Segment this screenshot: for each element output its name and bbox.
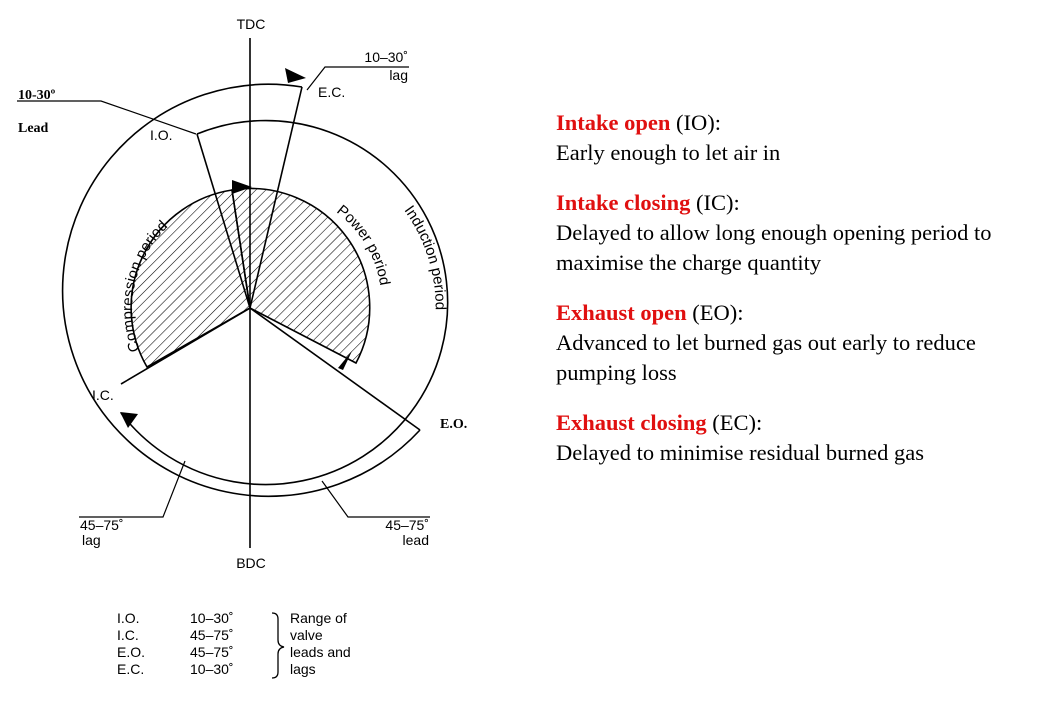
- note-abbr: (EC):: [706, 410, 763, 435]
- eo-label: E.O.: [440, 417, 468, 432]
- ec-label: E.C.: [318, 84, 346, 100]
- note-title: [556, 188, 1026, 218]
- legend-value: 10–30˚: [190, 610, 234, 626]
- note-key: Intake closing: [556, 190, 691, 215]
- eo-range-label: 45–75˚: [385, 517, 429, 533]
- valve-event-notes: [556, 108, 1026, 488]
- legend-note: valve: [290, 627, 323, 643]
- compression-sector: [131, 190, 250, 367]
- io-label: I.O.: [150, 127, 173, 143]
- note-exhaust-open: [556, 298, 1026, 388]
- eo-lead-label: lead: [402, 532, 429, 548]
- legend-brace: [272, 613, 284, 678]
- legend-note: lags: [290, 661, 316, 677]
- note-desc: Delayed to minimise residual burned gas: [556, 440, 925, 465]
- ec-lag-label: lag: [389, 67, 408, 83]
- legend-label: E.O.: [117, 644, 146, 660]
- note-title: [556, 108, 1026, 138]
- note-exhaust-closing: [556, 408, 1026, 468]
- ic-lag-label: lag: [82, 532, 101, 548]
- ic-label: I.C.: [92, 387, 114, 403]
- note-intake-open: [556, 108, 1026, 168]
- note-abbr: (IO):: [670, 110, 722, 135]
- note-title: [556, 298, 1026, 328]
- note-key: Exhaust open: [556, 300, 687, 325]
- induction-period-label: Induction period: [400, 202, 449, 311]
- legend-label: E.C.: [117, 661, 145, 677]
- ic-leader: [79, 461, 185, 517]
- note-abbr: (IC):: [690, 190, 740, 215]
- note-title: [556, 408, 1026, 438]
- tdc-label: TDC: [236, 16, 266, 32]
- ic-range-label: 45–75˚: [80, 517, 124, 533]
- ec-range-label: 10–30˚: [364, 49, 408, 65]
- note-key: Exhaust closing: [556, 410, 707, 435]
- legend-label: I.C.: [117, 627, 139, 643]
- legend-label: I.O.: [117, 610, 140, 626]
- ic-arrowhead: [120, 412, 138, 428]
- io-lead-label: Lead: [18, 121, 49, 136]
- note-desc: Early enough to let air in: [556, 140, 781, 165]
- ec-arrowhead: [285, 68, 306, 83]
- note-key: Intake open: [556, 110, 671, 135]
- legend-note: Range of: [290, 610, 347, 626]
- note-desc: Advanced to let burned gas out early to reduce pumping loss: [556, 330, 976, 385]
- note-desc: Delayed to allow long enough opening period to maximise the charge quantity: [556, 220, 992, 275]
- note-abbr: (EO):: [686, 300, 744, 325]
- legend-value: 45–75˚: [190, 644, 234, 660]
- legend-note: leads and: [290, 644, 351, 660]
- compression-period-label: Compression period: [119, 217, 172, 355]
- eo-leader: [322, 481, 430, 517]
- power-period-label: Power period: [333, 201, 394, 287]
- legend-value: 45–75˚: [190, 627, 234, 643]
- valve-range-legend: [117, 610, 351, 678]
- bdc-label: BDC: [236, 555, 266, 571]
- note-intake-closing: [556, 188, 1026, 278]
- legend-value: 10–30˚: [190, 661, 234, 677]
- io-range-label: 10-30º: [18, 88, 56, 103]
